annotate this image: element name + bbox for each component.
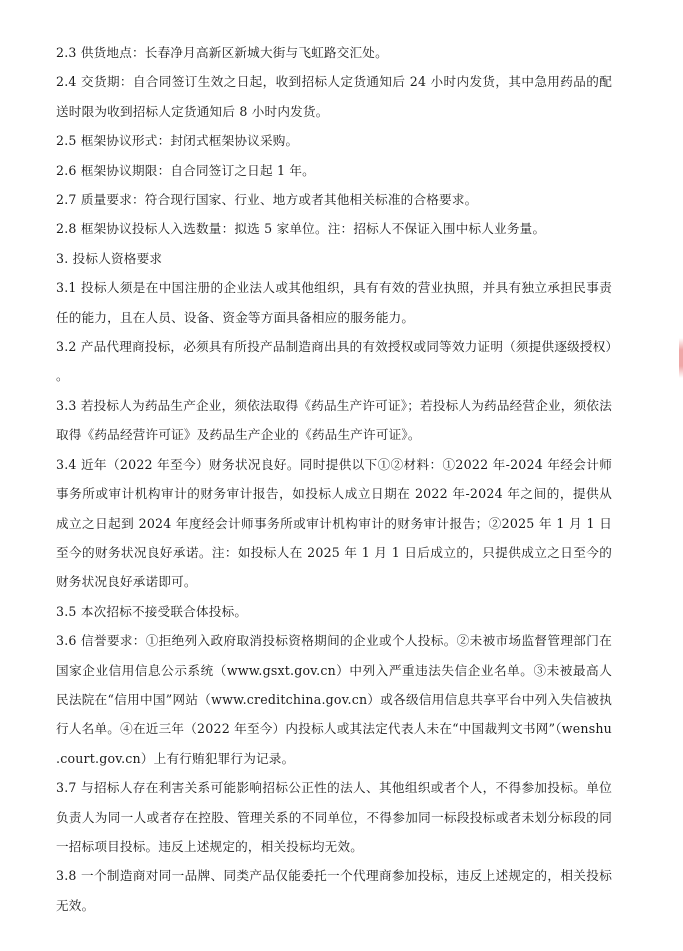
clause-2-8-selected-bidders: 2.8 框架协议投标人入选数量：拟选 5 家单位。注：招标人不保证入围中标人业务量。 bbox=[56, 221, 546, 237]
clause-3-2-agent-authorization: 3.2 产品代理商投标，必须具有所投产品制造商出具的有效授权或同等效力证明（须提供逐级授权）。 bbox=[56, 339, 612, 384]
clause-3-4-financial-status: 3.4 近年（2022 年至今）财务状况良好。同时提供以下①②材料：①2022 年-2024 年经会计师事务所或审计机构审计的财务审计报告，如投标人成立日期在 2022 年-2024 年之间的，提供从成立之日起到 2024 年度经会计师事务所或审计机构审计的财务审计报告；②2025 年 1 月 1 日至今的财务状况良好承诺。注：如投标人在 2025 年 1 月 1 日后成立的，只提供成立之日至今的财务状况良好承诺即可。 bbox=[56, 456, 612, 590]
clause-2-4-delivery-period: 2.4 交货期：自合同签订生效之日起，收到招标人定货通知后 24 小时内发货，其中急用药品的配送时限为收到招标人定货通知后 8 小时内发货。 bbox=[56, 74, 612, 119]
clause-2-6-agreement-term: 2.6 框架协议期限：自合同签订之日起 1 年。 bbox=[56, 162, 315, 178]
clause-3-1-legal-entity: 3.1 投标人须是在中国注册的企业法人或其他组织，具有有效的营业执照，并具有独立承担民事责任的能力，且在人员、设备、资金等方面具备相应的服务能力。 bbox=[56, 280, 612, 325]
clause-3-5-no-consortium: 3.5 本次招标不接受联合体投标。 bbox=[56, 603, 248, 619]
clause-2-3-delivery-location: 2.3 供货地点：长春净月高新区新城大街与飞虹路交汇处。 bbox=[56, 45, 388, 60]
seal-edge-mark bbox=[679, 338, 683, 378]
clause-3-7-conflict-of-interest: 3.7 与招标人存在利害关系可能影响招标公正性的法人、其他组织或者个人，不得参加投标。单位负责人为同一人或者存在控股、管理关系的不同单位，不得参加同一标段投标或者未划分标段的同一招标项目投标。违反上述规定的，相关投标均无效。 bbox=[56, 780, 612, 854]
clause-3-8-single-agent: 3.8 一个制造商对同一品牌、同类产品仅能委托一个代理商参加投标，违反上述规定的，相关投标无效。 bbox=[56, 868, 612, 913]
clause-3-6-credit-requirement: 3.6 信誉要求：①拒绝列入政府取消投标资格期间的企业或个人投标。②未被市场监督管理部门在国家企业信用信息公示系统（www.gsxt.gov.cn）中列入严重违法失信企业名单。③未被最高人民法院在“信用中国”网站（www.creditchina.gov.cn）或各级信用信息共享平台中列入失信被执行人名单。④在近三年（2022 年至今）内投标人或其法定代表人未在“中国裁判文书网”（wenshu.court.gov.cn）上有行贿犯罪行为记录。 bbox=[56, 633, 612, 766]
clause-2-5-agreement-form: 2.5 框架协议形式：封闭式框架协议采购。 bbox=[56, 133, 299, 149]
clause-2-7-quality-requirement: 2.7 质量要求：符合现行国家、行业、地方或者其他相关标准的合格要求。 bbox=[56, 192, 478, 208]
clause-3-3-drug-licenses: 3.3 若投标人为药品生产企业，须依法取得《药品生产许可证》；若投标人为药品经营企业，须依法取得《药品经营许可证》及药品生产企业的《药品生产许可证》。 bbox=[56, 397, 612, 443]
document-body bbox=[56, 38, 612, 920]
section-3-heading: 3. 投标人资格要求 bbox=[56, 250, 163, 266]
